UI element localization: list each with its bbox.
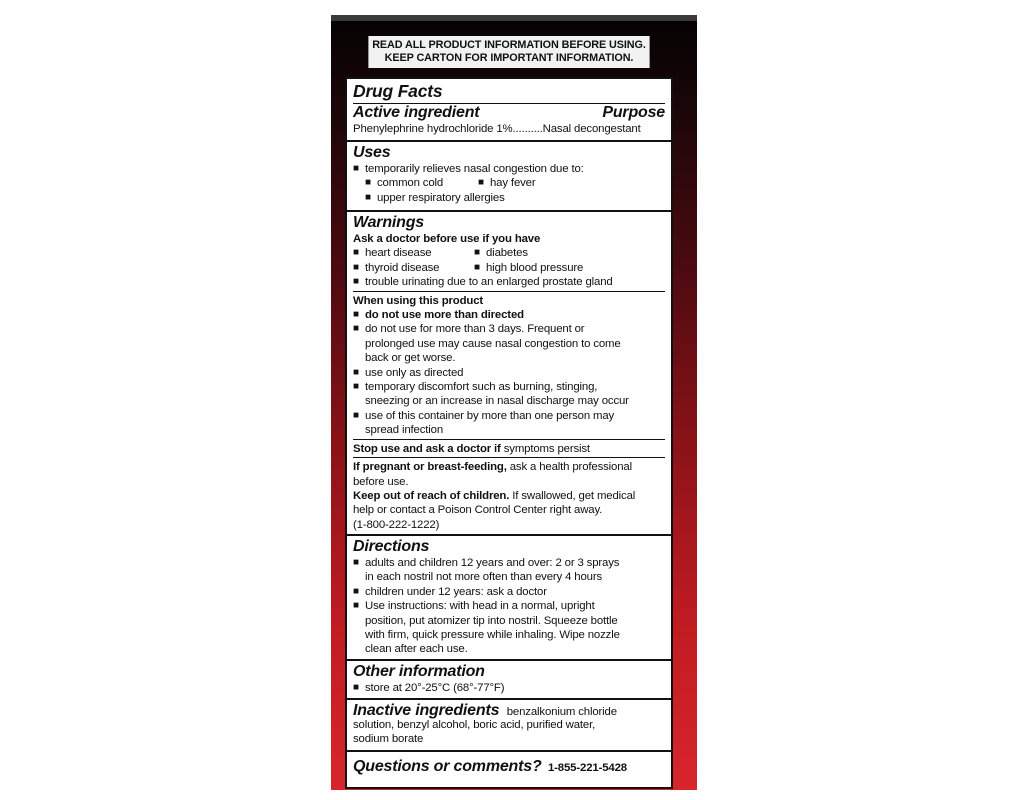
banner-line-1: READ ALL PRODUCT INFORMATION BEFORE USING. [372, 38, 646, 51]
drug-facts-panel [345, 77, 673, 789]
uses-title: Uses [353, 144, 391, 161]
active-ingredient-label: Active ingredient [353, 104, 480, 121]
pregnant-line-2: before use. [353, 475, 409, 488]
drug-facts-section [347, 79, 671, 142]
warning-discomfort [353, 380, 665, 409]
purpose-label: Purpose [602, 104, 665, 121]
direction-adults-line-2: in each nostril not more often than every 4 hours [365, 571, 603, 584]
pregnant-bold: If pregnant or breast-feeding, [353, 461, 507, 474]
banner-line-2: KEEP CARTON FOR IMPORTANT INFORMATION. [384, 52, 634, 64]
uses-section [347, 142, 671, 212]
warning-discomfort-line-2: sneezing or an increase in nasal discharge may occur [365, 395, 629, 408]
questions-section [347, 752, 671, 786]
warning-3-days-line-1: ■ do not use for more than 3 days. Frequent or [365, 323, 585, 336]
keep-out-bold: Keep out of reach of children. [353, 489, 510, 502]
questions-line [353, 758, 665, 776]
warning-3-days-line-2: prolonged use may cause nasal congestion to come [365, 337, 621, 350]
inactive-line-3: sodium borate [353, 733, 424, 746]
divider [353, 439, 665, 440]
when-using-heading: When using this product [353, 294, 484, 307]
inactive-line-2: solution, benzyl alcohol, boric acid, purified water, [353, 719, 596, 731]
directions-section [347, 536, 671, 661]
questions-phone: 1-855-221-5428 [547, 762, 627, 774]
direction-use-line-4: clean after each use. [365, 643, 468, 656]
condition-thyroid: ■ thyroid disease [353, 261, 474, 275]
direction-adults [353, 556, 665, 585]
read-info-banner [368, 36, 649, 68]
other-information-section [347, 661, 671, 700]
warning-3-days-line-3: back or get worse. [365, 352, 456, 365]
condition-heart-disease: ■ heart disease [353, 246, 474, 260]
pregnant-line [353, 460, 665, 474]
warnings-title: Warnings [353, 214, 425, 231]
inactive-ingredients-section [347, 700, 671, 752]
direction-use-line-3: with firm, quick pressure while inhaling. Wipe nozzle [365, 629, 620, 642]
other-information-title: Other information [353, 663, 485, 680]
warning-3-days [353, 322, 665, 365]
uses-item-common-cold: ■ common cold [365, 176, 478, 190]
pregnant-rest: ask a health professional [506, 461, 632, 474]
warning-shared-line-2: spread infection [365, 424, 444, 437]
directions-title: Directions [353, 538, 430, 555]
ask-doctor-heading: Ask a doctor before use if you have [353, 233, 541, 245]
divider [353, 291, 665, 292]
direction-adults-line-1: ■ adults and children 12 years and over: 2 or 3 sprays [365, 557, 620, 569]
divider [353, 457, 665, 458]
drug-facts-title: Drug Facts [353, 81, 443, 101]
condition-prostate: ■ trouble urinating due to an enlarged prostate gland [353, 275, 665, 289]
direction-children: ■ children under 12 years: ask a doctor [353, 585, 665, 599]
warning-discomfort-line-1: ■ temporary discomfort such as burning, stinging, [365, 381, 598, 394]
product-carton [331, 15, 697, 790]
direction-use-line-1: ■ Use instructions: with head in a normal, upright [365, 600, 595, 613]
uses-row-2 [353, 191, 665, 205]
keep-out-line [353, 489, 665, 503]
conditions-row-2 [353, 261, 665, 275]
conditions-row-1 [353, 246, 665, 260]
keep-out-rest: If swallowed, get medical [509, 489, 636, 502]
inactive-line-1: benzalkonium chloride [506, 706, 617, 718]
storage-info: ■ store at 20°-25°C (68°-77°F) [353, 681, 665, 695]
warning-do-not-exceed: ■ do not use more than directed [353, 308, 665, 322]
condition-diabetes: ■ diabetes [474, 246, 528, 260]
warning-shared-line-1: ■ use of this container by more than one person may [365, 409, 615, 422]
stop-use-line [353, 442, 665, 456]
warnings-section [347, 212, 671, 536]
uses-row [353, 176, 665, 190]
poison-control-phone: (1-800-222-1222) [353, 518, 440, 531]
uses-intro: ■ temporarily relieves nasal congestion due to: [353, 162, 665, 176]
stop-use-rest: symptoms persist [500, 442, 590, 455]
warning-use-as-directed: ■ use only as directed [353, 366, 665, 380]
keep-out-line-2: help or contact a Poison Control Center right away. [353, 504, 603, 517]
direction-use-line-2: position, put atomizer tip into nostril. Squeeze bottle [365, 614, 618, 627]
inactive-ingredients-title: Inactive ingredients [353, 702, 500, 719]
stop-use-bold: Stop use and ask a doctor if [353, 442, 501, 455]
questions-title: Questions or comments? [353, 758, 542, 775]
active-ingredient-header [353, 104, 665, 122]
uses-item-hay-fever: ■ hay fever [478, 176, 536, 190]
condition-blood-pressure: ■ high blood pressure [474, 261, 583, 275]
uses-item-allergies: ■ upper respiratory allergies [365, 191, 665, 205]
active-ingredient-line: Phenylephrine hydrochloride 1%..........Nasal decongestant [353, 123, 641, 135]
warning-shared-container [353, 409, 665, 438]
direction-use-instructions [353, 599, 665, 657]
